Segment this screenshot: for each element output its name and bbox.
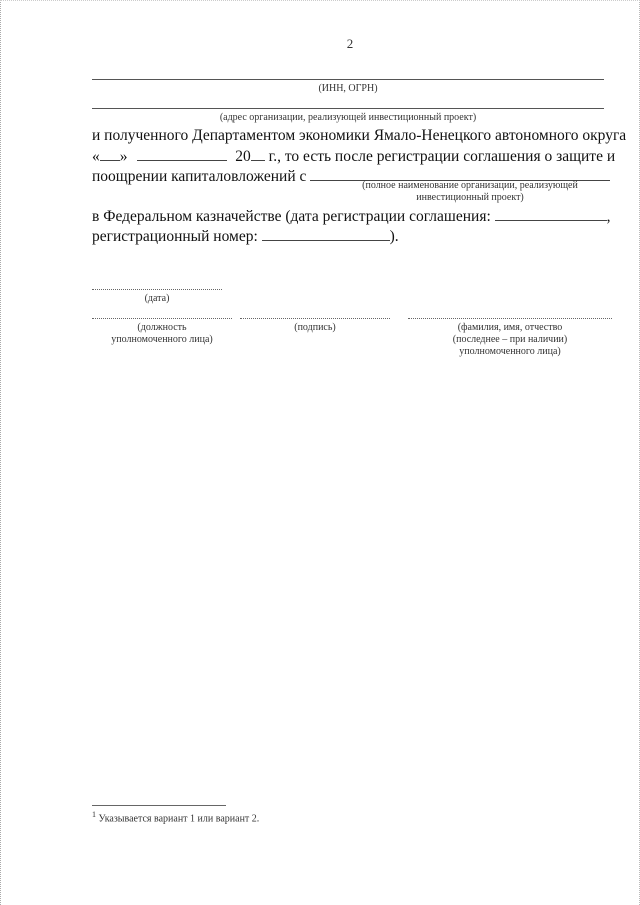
address-caption: (адрес организации, реализующей инвестиционный проект) bbox=[219, 112, 477, 123]
scan-edge-top bbox=[0, 0, 640, 2]
registration-number-blank bbox=[262, 226, 390, 241]
page-number: 2 bbox=[346, 36, 354, 51]
body-line-1: и полученного Департаментом экономики Ямало-Ненецкого автономного округа bbox=[92, 127, 627, 144]
body-line-2-rest: г., то есть после регистрации соглашения о защите и bbox=[264, 148, 616, 165]
day-blank bbox=[100, 146, 120, 161]
position-caption-line1: (должность bbox=[137, 322, 187, 333]
date-line bbox=[92, 289, 222, 290]
scan-edge-left bbox=[0, 0, 2, 905]
month-blank bbox=[137, 146, 227, 161]
body-line-4 bbox=[92, 206, 612, 227]
year-blank bbox=[251, 146, 265, 161]
org-name-caption-line1: (полное наименование организации, реализующей bbox=[362, 180, 578, 191]
fio-caption-line3: уполномоченного лица) bbox=[459, 346, 561, 357]
date-caption: (дата) bbox=[144, 293, 170, 304]
body-line-2 bbox=[92, 146, 616, 167]
org-name-caption-line2: инвестиционный проект) bbox=[416, 192, 524, 203]
fio-caption-line1: (фамилия, имя, отчество bbox=[457, 322, 563, 333]
quote-close: » bbox=[119, 148, 128, 165]
position-line bbox=[92, 318, 232, 319]
footnote-separator bbox=[92, 805, 226, 806]
year-prefix: 20 bbox=[235, 148, 251, 165]
body-line-4-end: , bbox=[606, 208, 611, 225]
footnote-mark: 1 bbox=[92, 810, 96, 819]
inn-ogrn-line bbox=[92, 79, 604, 80]
fio-line bbox=[408, 318, 612, 319]
footnote bbox=[92, 810, 492, 824]
registration-date-blank bbox=[495, 206, 607, 221]
fio-caption bbox=[408, 322, 612, 358]
position-caption bbox=[92, 322, 232, 346]
body-line-5-end: ). bbox=[389, 228, 399, 245]
organization-blank bbox=[310, 166, 610, 181]
fio-caption-line2: (последнее – при наличии) bbox=[452, 334, 568, 345]
position-caption-line2: уполномоченного лица) bbox=[111, 334, 213, 345]
body-line-4-text: в Федеральном казначействе (дата регистрации соглашения: bbox=[92, 208, 491, 225]
body-line-5 bbox=[92, 226, 492, 247]
footnote-text: Указывается вариант 1 или вариант 2. bbox=[98, 813, 260, 825]
org-name-caption bbox=[340, 180, 600, 204]
signature-line bbox=[240, 318, 390, 319]
body-line-5-text: регистрационный номер: bbox=[92, 228, 258, 245]
address-line bbox=[92, 108, 604, 109]
inn-ogrn-caption: (ИНН, ОГРН) bbox=[318, 83, 378, 94]
body-line-3-text: поощрении капиталовложений с bbox=[92, 168, 307, 185]
quote-open: « bbox=[92, 148, 100, 165]
signature-caption: (подпись) bbox=[294, 322, 336, 333]
